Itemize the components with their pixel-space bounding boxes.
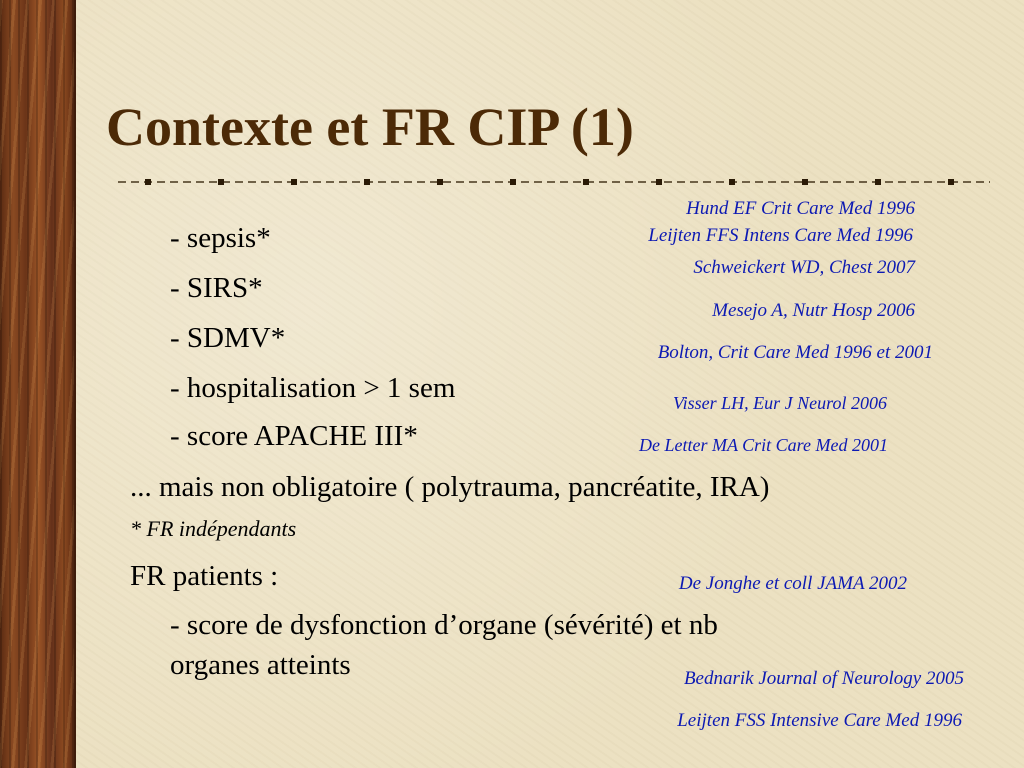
bullet-sepsis: - sepsis* <box>170 222 271 254</box>
ref-de-letter: De Letter MA Crit Care Med 2001 <box>639 435 888 455</box>
ref-visser: Visser LH, Eur J Neurol 2006 <box>673 393 887 413</box>
ref-de-jonghe: De Jonghe et coll JAMA 2002 <box>678 573 907 594</box>
independent-note: * FR indépendants <box>130 516 297 541</box>
dashed-divider <box>118 175 990 189</box>
ref-bednarik: Bednarik Journal of Neurology 2005 <box>683 668 964 689</box>
patients-item-line1: - score de dysfonction d’organe (sévérité) et nb <box>170 609 718 641</box>
bullet-sdmv: - SDMV* <box>170 322 286 354</box>
ref-bolton: Bolton, Crit Care Med 1996 et 2001 <box>657 342 933 363</box>
ref-mesejo: Mesejo A, Nutr Hosp 2006 <box>712 300 915 321</box>
slide-title: Contexte et FR CIP (1) <box>106 97 634 157</box>
mais-line: ... mais non obligatoire ( polytrauma, pancréatite, IRA) <box>130 471 770 503</box>
wood-sidebar <box>0 0 76 768</box>
ref-hund: Hund EF Crit Care Med 1996 <box>686 198 915 219</box>
bullet-sirs: - SIRS* <box>170 272 263 304</box>
ref-leijten-fss: Leijten FSS Intensive Care Med 1996 <box>677 710 962 731</box>
bullet-hospitalisation: - hospitalisation > 1 sem <box>170 372 456 404</box>
ref-leijten-ffs: Leijten FFS Intens Care Med 1996 <box>648 225 913 246</box>
patients-heading: FR patients : <box>130 560 279 592</box>
ref-schweickert: Schweickert WD, Chest 2007 <box>693 257 915 278</box>
bullet-apache: - score APACHE III* <box>170 420 418 452</box>
patients-item-line2: organes atteints <box>170 649 351 681</box>
